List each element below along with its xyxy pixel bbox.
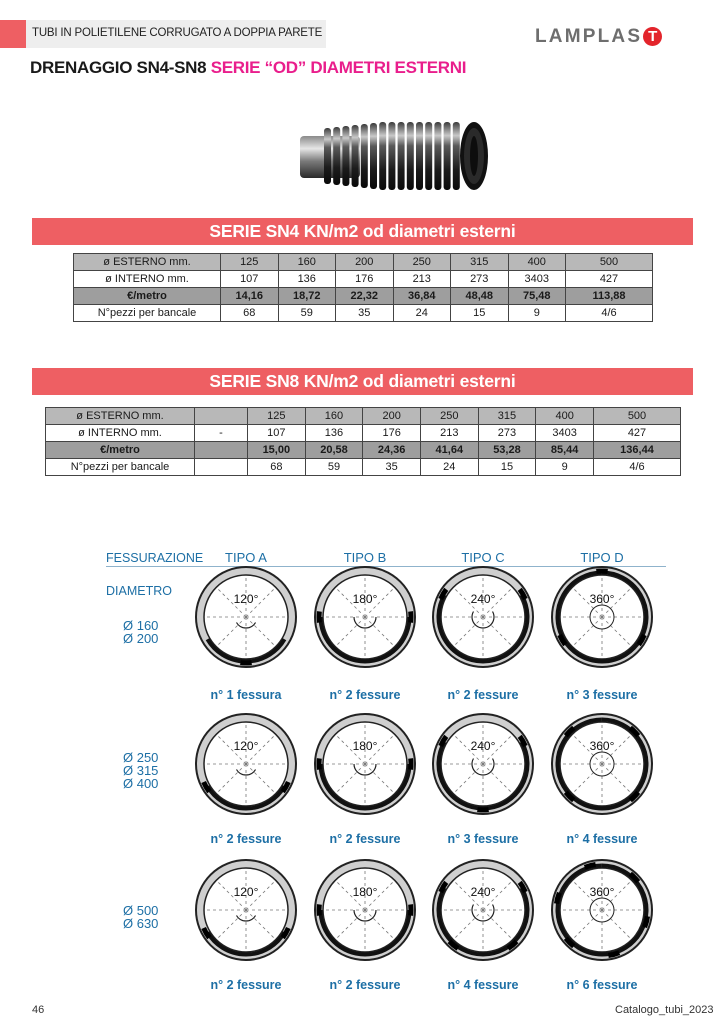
slot-caption: n° 6 fessure [566,978,638,992]
row-extra [195,442,248,459]
table-cell: 136 [278,271,336,288]
table-cell: 14,16 [221,288,279,305]
table-cell: 273 [451,271,509,288]
pipe-rib [333,127,340,185]
page-title-main: DRENAGGIO SN4-SN8 [30,58,211,77]
table-cell: 113,88 [566,288,653,305]
table-cell: 136 [305,425,363,442]
table-cell: 107 [248,425,306,442]
diameter-label: Ø 250 [123,750,159,765]
table-cell: 250 [420,408,478,425]
table-cell: 3403 [508,271,566,288]
table-cell: 24 [420,459,478,476]
angle-label: 120° [233,739,259,753]
row-extra [195,408,248,425]
table-row [74,305,653,322]
slot-caption: n° 3 fessure [566,688,638,702]
type-c-heading: TIPO C [461,550,505,565]
angle-label: 120° [233,885,259,899]
pipe-rib [416,122,423,190]
pipe-rib [379,122,386,190]
page-number: 46 [32,1004,45,1016]
table-cell: 36,84 [393,288,451,305]
sn8-table [45,407,681,476]
table-cell: 107 [221,271,279,288]
table-cell: 250 [393,254,451,271]
table-cell: 500 [594,408,681,425]
row-label: ø INTERNO mm. [46,425,195,442]
table-cell: 400 [536,408,594,425]
slot-marker [585,864,596,867]
table-cell: 20,58 [305,442,363,459]
slot-caption: n° 2 fessure [329,978,401,992]
table-cell: 315 [451,254,509,271]
row-label: ø INTERNO mm. [74,271,221,288]
angle-label: 240° [470,885,496,899]
angle-label: 240° [470,592,496,606]
slot-caption: n° 2 fessure [447,688,519,702]
table-cell: 15,00 [248,442,306,459]
pipe-rib [425,122,432,190]
header-accent-bar [0,20,26,48]
row-label: N°pezzi per bancale [46,459,195,476]
sn4-banner: SERIE SN4 KN/m2 od diametri esterni [32,218,693,245]
row-extra [195,459,248,476]
slot-caption: n° 4 fessure [447,978,519,992]
pipe-rib [352,125,359,187]
logo-text: LAMPLAS [535,26,643,47]
table-row [74,271,653,288]
table-cell: 22,32 [336,288,394,305]
type-d-heading: TIPO D [580,550,624,565]
pipe-rib [370,123,377,189]
angle-label: 180° [352,885,378,899]
angle-label: 360° [589,592,615,606]
slot-marker [608,953,619,956]
section-label: TUBI IN POLIETILENE CORRUGATO A DOPPIA PARETE [32,27,323,39]
table-cell: 213 [393,271,451,288]
table-cell: 75,48 [508,288,566,305]
table-cell: 427 [594,425,681,442]
table-row [74,288,653,305]
slot-caption: n° 3 fessure [447,832,519,846]
page-title-highlight: SERIE “OD” DIAMETRI ESTERNI [210,58,467,77]
diameter-label: Ø 315 [123,763,159,778]
slot-marker [556,893,559,904]
slot-caption: n° 2 fessure [329,832,401,846]
slot-caption: n° 2 fessure [210,832,282,846]
table-row [46,459,681,476]
slot-marker [645,916,648,927]
table-cell: 125 [248,408,306,425]
slot-caption: n° 4 fessure [566,832,638,846]
pipe-rib [361,124,368,188]
table-cell: 200 [336,254,394,271]
pipe-rib [444,122,451,190]
table-cell: 18,72 [278,288,336,305]
angle-label: 360° [589,739,615,753]
diametro-label: DIAMETRO [106,584,172,598]
corrugated-pipe-image [296,118,492,196]
table-cell: 15 [478,459,536,476]
table-cell: 125 [221,254,279,271]
table-row [46,442,681,459]
slot-caption: n° 2 fessure [329,688,401,702]
angle-label: 180° [352,739,378,753]
angle-label: 180° [352,592,378,606]
table-row [46,408,681,425]
table-cell: 4/6 [594,459,681,476]
diameter-label: Ø 630 [123,916,159,931]
table-cell: 176 [363,425,421,442]
angle-label: 120° [233,592,259,606]
row-label: ø ESTERNO mm. [46,408,195,425]
table-row [46,425,681,442]
table-cell: 160 [305,408,363,425]
pipe-rib [388,122,395,190]
row-label: ø ESTERNO mm. [74,254,221,271]
table-cell: 400 [508,254,566,271]
table-cell: 53,28 [478,442,536,459]
table-cell: 200 [363,408,421,425]
table-cell: 85,44 [536,442,594,459]
angle-label: 240° [470,739,496,753]
diameter-label: Ø 400 [123,776,159,791]
table-cell: 4/6 [566,305,653,322]
brand-logo [535,26,662,48]
type-b-heading: TIPO B [343,550,387,565]
table-cell: 315 [478,408,536,425]
pipe-rib [342,126,349,186]
pipe-rib [453,122,460,190]
table-cell: 24 [393,305,451,322]
type-a-heading: TIPO A [225,550,267,565]
slot-caption: n° 1 fessura [210,688,282,702]
page-title [30,58,466,78]
pipe-rib [434,122,441,190]
table-cell: 15 [451,305,509,322]
sn4-table [73,253,653,322]
table-cell: 48,48 [451,288,509,305]
table-cell: 9 [508,305,566,322]
table-cell: 9 [536,459,594,476]
table-cell: 273 [478,425,536,442]
table-cell: 35 [336,305,394,322]
table-cell: 59 [278,305,336,322]
diameter-label: Ø 200 [123,631,159,646]
table-cell: 24,36 [363,442,421,459]
table-cell: 500 [566,254,653,271]
table-cell: 213 [420,425,478,442]
slot-diagrams [0,560,721,1000]
catalog-label: Catalogo_tubi_2023 [615,1004,714,1016]
angle-label: 360° [589,885,615,899]
table-cell: 68 [221,305,279,322]
diameter-label: Ø 500 [123,903,159,918]
row-label: €/metro [74,288,221,305]
sn8-banner: SERIE SN8 KN/m2 od diametri esterni [32,368,693,395]
table-cell: 68 [248,459,306,476]
table-cell: 160 [278,254,336,271]
pipe-rib [398,122,405,190]
row-label: N°pezzi per bancale [74,305,221,322]
table-cell: 176 [336,271,394,288]
diameter-label: Ø 160 [123,618,159,633]
table-row [74,254,653,271]
table-cell: 427 [566,271,653,288]
table-cell: 35 [363,459,421,476]
pipe-rib [407,122,414,190]
row-extra: - [195,425,248,442]
table-cell: 59 [305,459,363,476]
row-label: €/metro [46,442,195,459]
table-cell: 3403 [536,425,594,442]
slot-caption: n° 2 fessure [210,978,282,992]
table-cell: 41,64 [420,442,478,459]
table-cell: 136,44 [594,442,681,459]
pipe-rib [324,128,331,184]
logo-t-badge: T [643,27,662,46]
fessurazione-label: FESSURAZIONE [106,551,204,565]
